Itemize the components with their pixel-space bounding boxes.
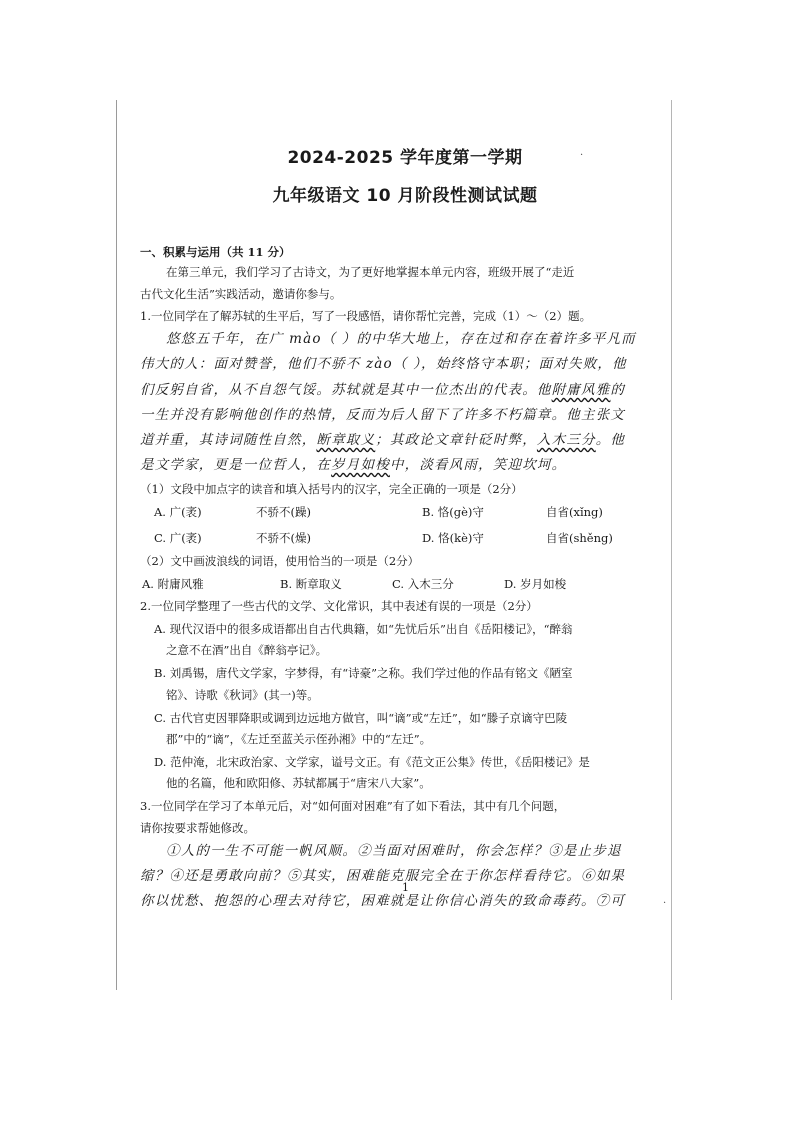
q2-stem: 2.一位同学整理了一些古代的文学、文化常识，其中表述有误的一项是（2分） — [140, 599, 538, 613]
q2-option-d-line-1: D. 范仲淹，北宋政治家、文学家，谥号文正。有《范文正公集》传世，《岳阳楼记》是 — [154, 755, 590, 769]
passage-text: 道并重，其诗词随性自然， — [140, 432, 317, 448]
q3-stem-line-1: 3.一位同学在学习了本单元后，对“如何面对困难”有了如下看法，其中有几个问题， — [140, 799, 566, 813]
scan-speck: · — [663, 898, 667, 909]
q3-stem-line-2: 请你按要求帮她修改。 — [140, 821, 255, 835]
passage-text: 是文学家，更是一位哲人，在 — [140, 457, 332, 473]
scan-speck: · — [580, 150, 584, 161]
page-edge-left — [116, 100, 117, 990]
q1-passage-line-6 — [140, 457, 566, 473]
passage-text: 的 — [610, 382, 626, 398]
q1-passage-line-4: 一生并没有影响他创作的热情，反而为后人留下了许多不朽篇章。他主张文 — [140, 407, 626, 423]
q2-option-d-line-2: 他的名篇，他和欧阳修、苏轼都属于“唐宋八大家”。 — [166, 776, 431, 790]
option-c-part2: 不骄不(燥) — [256, 531, 311, 545]
page-edge-right — [671, 100, 672, 1000]
q1-stem: 1.一位同学在了解苏轼的生平后，写了一段感悟，请你帮忙完善，完成（1）～（2）题。 — [140, 309, 592, 323]
q1-passage-line-1: 悠悠五千年，在广 mào（ ）的中华大地上，存在过和存在着许多平凡而 — [166, 331, 636, 347]
q3-passage-line-1: ①人的一生不可能一帆风顺。②当面对困难时，你会怎样？③是止步退 — [166, 843, 622, 859]
q2-option-c-line-1: C. 古代官吏因罪降职或调到边远地方做官，叫“谪”或“左迁”，如“滕子京谪守巴陵 — [154, 711, 568, 725]
q2-option-c-line-2: 郡”中的“谪”，《左迁至蓝关示侄孙湘》中的“左迁”。 — [166, 732, 432, 746]
q1-sub2: （2）文中画波浪线的词语，使用恰当的一项是（2分） — [140, 554, 420, 568]
q2-option-b-line-1: B. 刘禹锡，唐代文学家，字梦得，有“诗豪”之称。我们学过他的作品有铭文《陋室 — [154, 666, 573, 680]
intro-line-2: 古代文化生活”实践活动，邀请你参与。 — [140, 287, 342, 301]
option-d-part2: 自省(shěng) — [546, 531, 613, 545]
wavy-term-2: 断章取义 — [316, 432, 376, 448]
passage-text: 。他 — [595, 432, 626, 448]
passage-text: 们反躬自省，从不自怨气馁。苏轼就是其中一位杰出的代表。他 — [140, 382, 552, 398]
intro-line-1: 在第三单元，我们学习了古诗文，为了更好地掌握本单元内容，班级开展了“走近 — [166, 265, 575, 279]
section-heading: 一、积累与运用（共 11 分） — [140, 245, 291, 259]
q2-option-a-line-2: 之意不在酒”出自《醉翁亭记》。 — [166, 643, 328, 657]
sub2-option-a: A. 附庸风雅 — [142, 577, 204, 591]
sub2-option-d: D. 岁月如梭 — [504, 577, 567, 591]
option-a-part2: 不骄不(躁) — [256, 505, 311, 519]
q2-option-a-line-1: A. 现代汉语中的很多成语都出自古代典籍，如“先忧后乐”出自《岳阳楼记》，“醉翁 — [154, 622, 573, 636]
option-b-part1: B. 恪(gè)守 — [422, 505, 484, 519]
q1-passage-line-2: 伟大的人：面对赞誉，他们不骄不 zào（ ），始终恪守本职；面对失败，他 — [140, 356, 627, 372]
q1-sub1: （1）文段中加点字的读音和填入括号内的汉字，完全正确的一项是（2分） — [140, 482, 523, 496]
wavy-term-3: 入木三分 — [536, 432, 596, 448]
option-c-part1: C. 广(袤) — [154, 531, 202, 545]
option-b-part2: 自省(xǐng) — [546, 505, 603, 519]
sub2-option-c: C. 入木三分 — [392, 577, 454, 591]
option-a-part1: A. 广(袤) — [154, 505, 202, 519]
q3-passage-line-3: 你以忧愁、抱怨的心理去对待它，困难就是让你信心消失的致命毒药。⑦可 — [140, 893, 626, 909]
title-year: 2024-2025 学年度第一学期 — [287, 148, 523, 168]
q1-passage-line-3 — [140, 382, 625, 398]
sub2-option-b: B. 断章取义 — [280, 577, 342, 591]
q3-passage-line-2: 缩？④还是勇敢向前？⑤其实，困难能克服完全在于你怎样看待它。⑥如果 — [140, 868, 626, 884]
q1-passage-line-5 — [140, 432, 625, 448]
title-exam: 九年级语文 10 月阶段性测试试题 — [272, 186, 538, 206]
option-d-part1: D. 恪(kè)守 — [422, 531, 484, 545]
passage-text: 中，淡看风雨，笑迎坎坷。 — [389, 457, 567, 473]
passage-text: ；其政论文章针砭时弊， — [375, 432, 537, 448]
q2-option-b-line-2: 铭》、诗歌《秋词》(其一)等。 — [166, 688, 319, 702]
wavy-term-1: 附庸风雅 — [551, 382, 611, 398]
wavy-term-4: 岁月如梭 — [331, 457, 390, 473]
page-number: 1 — [402, 881, 409, 894]
